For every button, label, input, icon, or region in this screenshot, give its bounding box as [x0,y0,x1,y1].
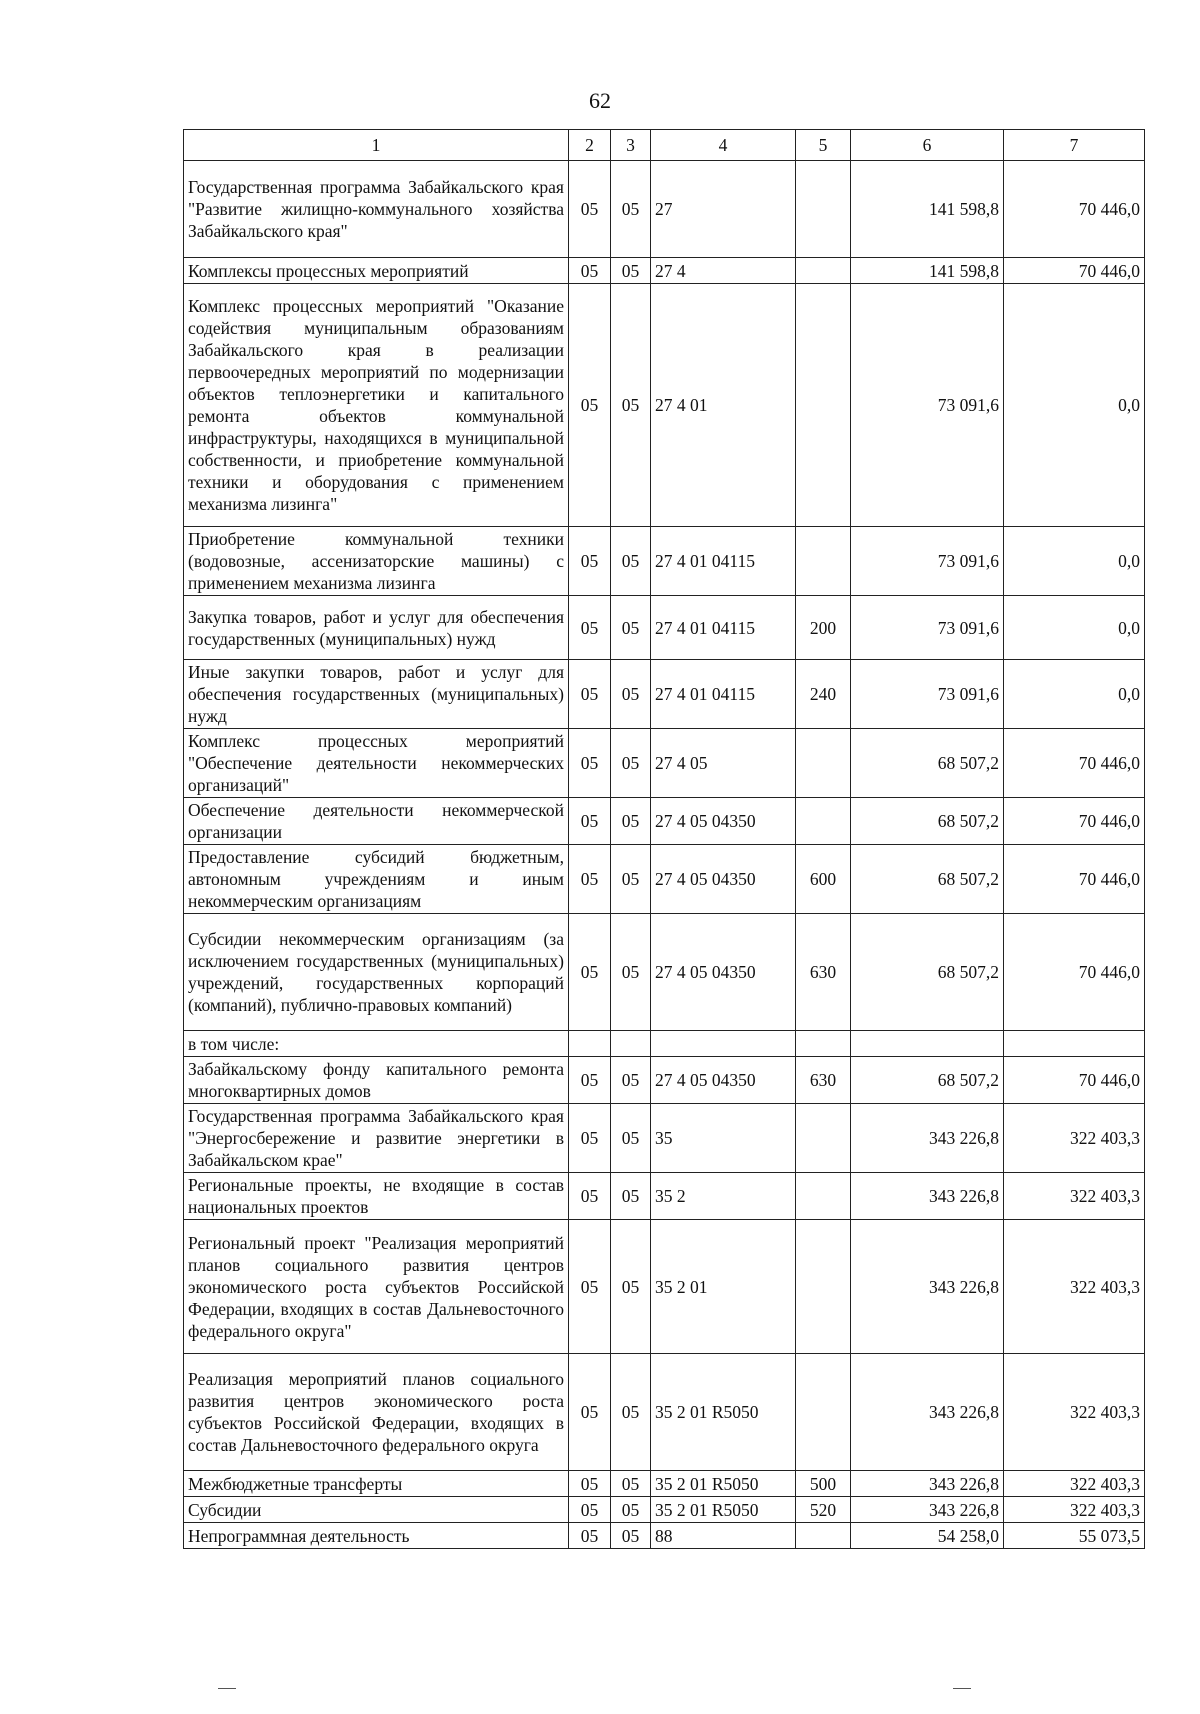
row-section: 05 [569,1173,611,1220]
table-row [184,1173,1145,1220]
row-expense-type [796,527,851,596]
table-row [184,1523,1145,1549]
row-expense-type [796,258,851,284]
row-name: Субсидии [184,1497,569,1523]
row-expense-type [796,1173,851,1220]
row-subsection: 05 [611,527,651,596]
row-target-code: 88 [651,1523,796,1549]
row-amount-col6: 68 507,2 [851,729,1004,798]
row-section: 05 [569,1220,611,1354]
row-amount-col6: 73 091,6 [851,284,1004,527]
row-subsection: 05 [611,845,651,914]
table-body [184,161,1145,1549]
row-expense-type [796,729,851,798]
row-amount-col6: 68 507,2 [851,914,1004,1031]
row-amount-col6: 68 507,2 [851,845,1004,914]
row-section: 05 [569,845,611,914]
row-subsection: 05 [611,1104,651,1173]
row-amount-col7: 55 073,5 [1004,1523,1145,1549]
row-target-code: 27 4 05 04350 [651,1057,796,1104]
row-target-code: 27 4 05 04350 [651,845,796,914]
table-row [184,914,1145,1031]
col-header-1: 1 [184,130,569,161]
row-amount-col7: 0,0 [1004,527,1145,596]
row-section: 05 [569,1523,611,1549]
row-section: 05 [569,1497,611,1523]
row-section: 05 [569,1471,611,1497]
row-section: 05 [569,1057,611,1104]
row-target-code: 27 4 01 04115 [651,660,796,729]
row-amount-col7: 0,0 [1004,284,1145,527]
row-name: Государственная программа Забайкальского края "Развитие жилищно-коммунального хозяйства Забайкальского края" [184,161,569,258]
row-expense-type: 500 [796,1471,851,1497]
page-number: 62 [589,88,611,113]
col-header-5: 5 [796,130,851,161]
row-amount-col7: 322 403,3 [1004,1354,1145,1471]
row-section [569,1031,611,1057]
col-header-7: 7 [1004,130,1145,161]
row-section: 05 [569,527,611,596]
row-amount-col7: 322 403,3 [1004,1471,1145,1497]
row-subsection: 05 [611,1523,651,1549]
row-subsection: 05 [611,729,651,798]
row-name: Комплекс процессных мероприятий "Оказание содействия муниципальным образованиям Забайкальского края в реализации первоочередных мероприятий по модернизации объектов теплоэнергетики и капитального ремонта объектов коммунальной инфраструктуры, находящихся в муниципальной собственности, и приобретение коммунальной техники и оборудования с применением механизма лизинга" [184,284,569,527]
row-subsection: 05 [611,914,651,1031]
row-subsection: 05 [611,660,651,729]
row-target-code: 35 2 01 R5050 [651,1471,796,1497]
table-row [184,1471,1145,1497]
row-section: 05 [569,596,611,660]
row-amount-col6: 73 091,6 [851,660,1004,729]
row-amount-col7 [1004,1031,1145,1057]
row-amount-col7: 322 403,3 [1004,1497,1145,1523]
row-amount-col6: 343 226,8 [851,1173,1004,1220]
row-target-code: 35 2 01 [651,1220,796,1354]
row-amount-col6: 343 226,8 [851,1354,1004,1471]
row-amount-col7: 322 403,3 [1004,1104,1145,1173]
row-target-code: 27 4 05 [651,729,796,798]
row-amount-col6: 343 226,8 [851,1497,1004,1523]
row-target-code: 27 4 05 04350 [651,798,796,845]
row-name: Межбюджетные трансферты [184,1471,569,1497]
row-section: 05 [569,798,611,845]
row-amount-col7: 0,0 [1004,660,1145,729]
row-name: Предоставление субсидий бюджетным, автономным учреждениям и иным некоммерческим организациям [184,845,569,914]
col-header-3: 3 [611,130,651,161]
table-row [184,845,1145,914]
table-row [184,161,1145,258]
row-subsection: 05 [611,1497,651,1523]
row-name: Забайкальскому фонду капитального ремонта многоквартирных домов [184,1057,569,1104]
row-name: Иные закупки товаров, работ и услуг для обеспечения государственных (муниципальных) нужд [184,660,569,729]
row-amount-col6: 68 507,2 [851,1057,1004,1104]
row-expense-type [796,1523,851,1549]
table-row [184,258,1145,284]
row-amount-col6: 73 091,6 [851,527,1004,596]
row-target-code: 27 [651,161,796,258]
row-amount-col7: 70 446,0 [1004,161,1145,258]
row-section: 05 [569,284,611,527]
row-amount-col7: 322 403,3 [1004,1173,1145,1220]
row-amount-col6: 343 226,8 [851,1220,1004,1354]
row-expense-type: 630 [796,1057,851,1104]
col-header-4: 4 [651,130,796,161]
table-row [184,1057,1145,1104]
table-row [184,1497,1145,1523]
row-target-code: 35 2 01 R5050 [651,1354,796,1471]
row-amount-col7: 70 446,0 [1004,798,1145,845]
row-target-code: 27 4 01 [651,284,796,527]
table-row [184,284,1145,527]
row-subsection: 05 [611,1173,651,1220]
row-name: Комплекс процессных мероприятий "Обеспечение деятельности некоммерческих организаций" [184,729,569,798]
row-expense-type: 630 [796,914,851,1031]
row-section: 05 [569,1354,611,1471]
row-section: 05 [569,1104,611,1173]
row-target-code: 35 2 [651,1173,796,1220]
row-expense-type [796,1354,851,1471]
row-subsection [611,1031,651,1057]
row-subsection: 05 [611,1354,651,1471]
row-target-code: 27 4 01 04115 [651,527,796,596]
row-amount-col6: 68 507,2 [851,798,1004,845]
row-expense-type [796,284,851,527]
row-amount-col7: 322 403,3 [1004,1220,1145,1354]
row-amount-col7: 70 446,0 [1004,1057,1145,1104]
row-section: 05 [569,660,611,729]
col-header-2: 2 [569,130,611,161]
row-expense-type [796,161,851,258]
table-row [184,660,1145,729]
row-name: Обеспечение деятельности некоммерческой организации [184,798,569,845]
table-row [184,1220,1145,1354]
row-target-code: 27 4 [651,258,796,284]
row-expense-type: 600 [796,845,851,914]
table-row [184,729,1145,798]
row-target-code: 35 [651,1104,796,1173]
row-target-code: 27 4 05 04350 [651,914,796,1031]
row-target-code [651,1031,796,1057]
row-section: 05 [569,729,611,798]
row-amount-col6: 343 226,8 [851,1471,1004,1497]
row-name: Комплексы процессных мероприятий [184,258,569,284]
row-subsection: 05 [611,1471,651,1497]
row-amount-col7: 0,0 [1004,596,1145,660]
row-name: Региональные проекты, не входящие в состав национальных проектов [184,1173,569,1220]
row-expense-type: 200 [796,596,851,660]
row-amount-col7: 70 446,0 [1004,729,1145,798]
row-amount-col7: 70 446,0 [1004,914,1145,1031]
row-subsection: 05 [611,1220,651,1354]
row-name: Реализация мероприятий планов социального развития центров экономического роста субъектов Российской Федерации, входящих в состав Дальневосточного федерального округа [184,1354,569,1471]
row-expense-type: 240 [796,660,851,729]
table-row [184,527,1145,596]
col-header-6: 6 [851,130,1004,161]
row-section: 05 [569,258,611,284]
row-amount-col6: 54 258,0 [851,1523,1004,1549]
table-row [184,798,1145,845]
row-target-code: 35 2 01 R5050 [651,1497,796,1523]
row-expense-type [796,798,851,845]
table-row [184,596,1145,660]
row-name: Государственная программа Забайкальского края "Энергосбережение и развитие энергетики в Забайкальском крае" [184,1104,569,1173]
table-row [184,1031,1145,1057]
row-name: Региональный проект "Реализация мероприятий планов социального развития центров экономического роста субъектов Российской Федерации, входящих в состав Дальневосточного федерального округа" [184,1220,569,1354]
footer-mark-right [953,1688,971,1689]
row-section: 05 [569,161,611,258]
row-name: в том числе: [184,1031,569,1057]
footer-mark-left [218,1688,236,1689]
row-subsection: 05 [611,596,651,660]
budget-table [183,129,1145,1549]
row-name: Субсидии некоммерческим организациям (за исключением государственных (муниципальных) учреждений, государственных корпораций (компаний), публично-правовых компаний) [184,914,569,1031]
row-amount-col6 [851,1031,1004,1057]
row-amount-col7: 70 446,0 [1004,845,1145,914]
row-subsection: 05 [611,161,651,258]
row-amount-col6: 73 091,6 [851,596,1004,660]
table-row [184,1104,1145,1173]
row-section: 05 [569,914,611,1031]
table-header [184,130,1145,161]
row-name: Закупка товаров, работ и услуг для обеспечения государственных (муниципальных) нужд [184,596,569,660]
row-subsection: 05 [611,284,651,527]
row-target-code: 27 4 01 04115 [651,596,796,660]
row-subsection: 05 [611,258,651,284]
header-row [184,130,1145,161]
row-amount-col6: 343 226,8 [851,1104,1004,1173]
row-amount-col6: 141 598,8 [851,258,1004,284]
row-expense-type [796,1031,851,1057]
row-name: Приобретение коммунальной техники (водовозные, ассенизаторские машины) с применением механизма лизинга [184,527,569,596]
row-subsection: 05 [611,798,651,845]
row-subsection: 05 [611,1057,651,1104]
row-amount-col7: 70 446,0 [1004,258,1145,284]
row-expense-type [796,1104,851,1173]
row-expense-type: 520 [796,1497,851,1523]
row-expense-type [796,1220,851,1354]
table-row [184,1354,1145,1471]
row-amount-col6: 141 598,8 [851,161,1004,258]
row-name: Непрограммная деятельность [184,1523,569,1549]
